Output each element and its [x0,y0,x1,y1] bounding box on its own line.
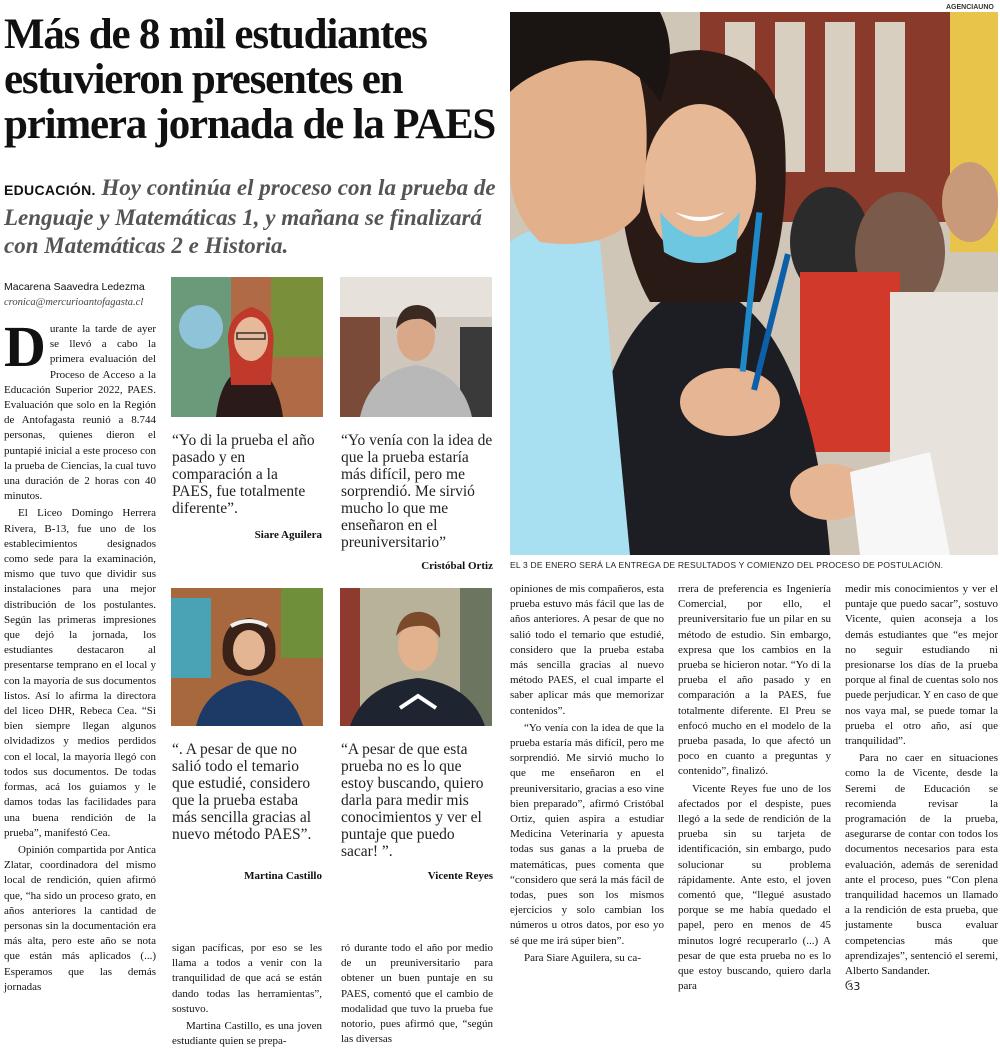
quote-attribution: Siare Aguilera [254,529,322,541]
article-column-6 [845,582,998,1030]
pull-quote: “A pesar de que esta prueba no es lo que estoy buscando, quiero darla para medir mis conocimientos y ver el puntaje que puedo sacar! ”. [341,741,484,860]
quote-attribution: Vicente Reyes [427,870,493,882]
headline-line-2: estuvieron presentes en [4,56,403,103]
body-paragraph: El Liceo Domingo Herrera Rivera, B-13, fue uno de los establecimientos designados como sede para la examinación, mismo que tuvo que dividir sus instalaciones para una mejor distribución de los postulantes. Según las primeras impresiones que dejó la jornada, los estudiantes destacaron al presentarse temprano en el local y con la mayoría de sus documentos listos. Así lo afirma la directora del liceo DHR, Rebeca Cea. “Si bien siempre llegan algunos olvidadizos y medios perdidos con el local, la mayoría llegó con todos sus documentos. De todas formas, acá los guiamos y le damos todas las facilidades para una buena rendición de la prueba”, manifestó Cea. [4,507,156,839]
body-paragraph: ró durante todo el año por medio de un preuniversitario para obtener un buen puntaje en su PAES, comentó que el cambio de modalidad que tuvo la prueba fue notorio, pues afirmó que, “según las diversas [341,942,493,1046]
photo-vicente-reyes [340,588,492,726]
article-column-5 [678,582,831,1030]
headline [4,12,504,147]
body-paragraph: rrera de preferencia es Ingeniería Comercial, por ello, el preuniversitario fue un pilar en su método de estudio. Sin embargo, expresa que los cambios en la prueba se hicieron notar. “Yo di la prueba el año pasado y en comparación a la PAES, fue totalmente diferente. El Preu se enfocó mucho en el modelo de la prueba pasada, lo que afectó un poco en cuanto a preguntas y contenido”, finalizó. [678,583,831,778]
photo-cristobal-ortiz [340,277,492,417]
body-paragraph: urante la tarde de ayer se llevó a cabo la primera evaluación del Proceso de Acceso a la Educación Superior 2022, PAES. Evaluación que solo en la Región de Antofagasta reunió a 8.744 personas, quienes dieron el puntapié inicial a este proceso con la prueba de Ciencias, la cual tuvo una duración de 2 horas con 40 minutos. [4,323,156,503]
photo-credit: AGENCIAUNO [946,4,994,11]
photo-caption: EL 3 DE ENERO SERÁ LA ENTREGA DE RESULTADOS Y COMIENZO DEL PROCESO DE POSTULACIÓN. [510,560,944,570]
main-photo [510,12,998,555]
body-paragraph: opiniones de mis compañeros, esta prueba estuvo más fácil que las de años anteriores. A pesar de que no salió todo el temario que estudié, considero que la prueba estaba más sencilla gracias al nuevo método PAES, el cual imparte el saber aplicar más que memorizar contenidos”. [510,583,664,717]
article-column-2 [172,941,322,1048]
drop-cap: D [4,314,46,379]
photo-martina-castillo [171,588,323,726]
article-column-4 [510,582,664,1030]
pull-quote: “. A pesar de que no salió todo el temario que estudié, considero que la prueba estaba más sencilla gracias al nuevo método PAES”. [172,741,312,843]
quote-attribution: Martina Castillo [244,870,322,882]
body-paragraph: Para Siare Aguilera, su ca- [524,951,641,964]
byline [4,280,164,310]
article-column-3 [341,941,493,1046]
photo-siare-aguilera [171,277,323,417]
body-paragraph: Para no caer en situaciones como la de Vicente, desde la Seremi de Educación se recomienda revisar la programación de la prueba, asegurarse de contar con todos los documentos necesarios para esta evaluación, además de serenidad ante el proceso, pues “Con plena tranquilidad hacemos un llamado a la rendición de esta prueba, que justamente busca evaluar competencias más que aprendizajes”, sentenció el seremi, Alberto Sandander. [845,752,998,978]
body-paragraph: sigan pacíficas, por eso se les llama a todos a venir con la tranquilidad de que acá se están dando todas las herramientas”, sostuvo. [172,942,322,1015]
end-mark: ઉ3 [845,980,861,994]
pull-quote: “Yo di la prueba el año pasado y en comparación a la PAES, fue totalmente diferente”. [172,432,315,517]
subhead [4,174,504,260]
pull-quote: “Yo venía con la idea de que la prueba estaría más difícil, pero me sorprendió. Me sirvió mucho lo que me enseñaron en el preuniversitario” [341,432,493,551]
section-tag: EDUCACIÓN. [4,182,96,198]
body-paragraph: Martina Castillo, es una joven estudiante quien se prepa- [172,1020,322,1048]
headline-line-1: Más de 8 mil estudiantes [4,11,427,58]
body-paragraph: Vicente Reyes fue uno de los afectados por el despiste, pues llegó a la sede de rendición de la prueba sin su tarjeta de identificación, sin embargo, pudo solucionar su problema rápidamente. Ante esto, el joven comentó que, “llegué asustado porque se me había quedado el papel, pero en menos de 45 minutos logré recuperarlo (...) A pesar de que esta prueba no es lo que estoy buscando, quiero darla para [678,782,831,993]
headline-line-3: primera jornada de la PAES [4,101,496,148]
quote-attribution: Cristóbal Ortiz [421,560,493,572]
article-column-1 [4,314,156,1030]
author-name: Macarena Saavedra Ledezma [4,281,145,293]
body-paragraph: “Yo venía con la idea de que la prueba estaría más difícil, pero me sorprendió. Me sirvió mucho lo que me enseñaron en el preuniversitario, gracias a eso vine bien preparado”, afirmó Cristóbal Ortiz, quien aspira a estudiar Medicina Veterinaria y apuesta todas sus ganas a la prueba de matemáticas, pues comenta que “considero que será la más fácil de todas, pues son los mismos ejercicios y solo cambian los números u otros datos, por eso yo sé que me irá súper bien”. [510,721,664,947]
body-paragraph: medir mis conocimientos y ver el puntaje que puedo sacar”, sostuvo Vicente, quien aconseja a los demás estudiantes que “es mejor no seguir estudiando ni presionarse los días de la prueba porque al final de cuentas solo nos puede perjudicar. Y en caso de que nos vaya mal, se puede tomar la prueba el otro año, así que tranquilidad”. [845,583,998,748]
author-email: cronica@mercurioantofagasta.cl [4,297,144,308]
subhead-text: Hoy continúa el proceso con la prueba de Lenguaje y Matemáticas 1, y mañana se finalizará con Matemáticas 2 e Historia. [4,175,496,258]
body-paragraph: Opinión compartida por Antica Zlatar, coordinadora del mismo local de rendición, quien afirmó que, “ha sido un proceso grato, en años anteriores la cantidad de personas sin la documentación era más alta, pero este año se nota que están más aplicados (...) Esperamos que las demás jornadas [4,843,156,993]
